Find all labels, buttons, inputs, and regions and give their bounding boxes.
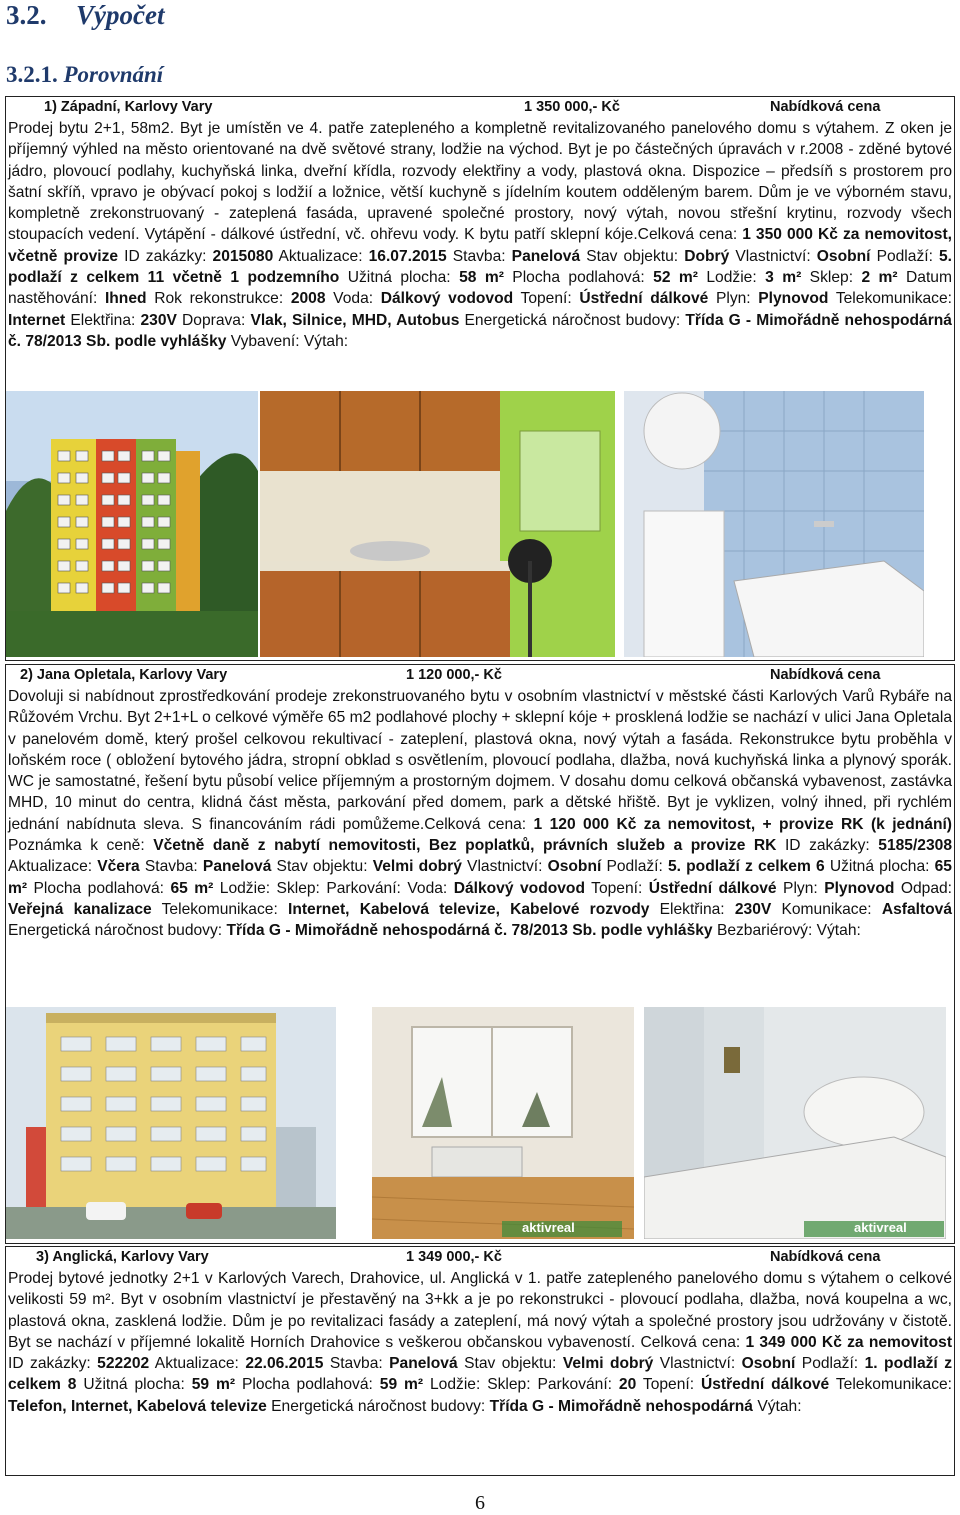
body-text: Doprava: [176,311,251,329]
value-text: 65 m² [8,858,952,897]
listing-price-type: Nabídková cena [770,1249,881,1265]
value-text: Panelová [511,247,581,265]
body-text: Telekomunikace: [828,290,952,308]
value-text: Třída G - Mimořádně nehospodárná č. 78/2013 Sb. podle vyhlášky [226,922,713,940]
body-text: Prodej bytu 2+1, 58m2. Byt je umístěn ve 4. patře zatepleného a kompletně revitalizovaného panelového domu s výtahem. Z oken je příjemný výhled na město orientované na dvě světové strany, lodžie na východ. Byt je po částečných úpravách v r.2008 - zděné bytové jádro, plovoucí podlahy, kuchyňská linka, dveřní křídla, rozvody elektřiny a vody, plastová okna. Dispozice – předsíň s prostorem pro šatní skříň, vpravo je obývací pokoj s lodžií a ložnice, větší kuchyně s jídelním koutem odděleným barem. Dům je ve výborném stavu, kompletně zrekonstruovaný - zateplená fasáda, upravené společné prostory, nový výtah, novou střešní krytinu, rozvody všech stoupacích vedení. Vytápění - dálkové ústřední, vč. ohřevu vody. K bytu patří sklepní kóje.Celková cena: [8,120,952,244]
body-text: Stav objektu: [580,247,685,265]
value-text: Veřejná kanalizace [8,900,152,918]
body-text: Stav objektu: [271,858,373,876]
body-text: Plocha podlahová: [235,1376,380,1394]
body-text: Užitná plocha: [339,269,460,287]
value-text: Včera [97,858,140,876]
body-text: Elektřina: [649,900,735,918]
body-text: Plyn: [708,290,759,308]
body-text: Datum nastěhování: [8,269,952,308]
body-text: Topení: [584,879,649,897]
photo-bathroom [644,1007,946,1239]
listing-description [8,118,952,352]
body-text: Telekomunikace: [829,1376,953,1394]
page-number: 6 [475,1492,485,1514]
body-text: Topení: [513,290,580,308]
value-text: 5. podlaží z celkem 6 [667,858,825,876]
body-text: Lodžie: Sklep: Parkování: Voda: [213,879,454,897]
body-text: Stavba: [139,858,203,876]
value-text: 52 m² [653,269,698,287]
listing-description [8,686,952,942]
listing-header [6,1247,954,1267]
value-text: Velmi dobrý [562,1355,654,1373]
value-text: Ústřední dálkové [579,290,709,308]
value-text: 22.06.2015 [245,1355,324,1373]
value-text: Ústřední dálkové [700,1376,830,1394]
body-text: Dovoluji si nabídnout zprostředkování prodeje zrekonstruovaného bytu v osobním vlastnictví v městské části Karlových Varů Rybáře na Růžovém Vrchu. Byt 2+1+L o celkové výměře 65 m2 podlahové plochy + sklepní kóje + prosklená lodžie se nachází v ulici Jana Opletala v panelovém domě, který prošel celkovou rekultivací - zateplení, plastová okna, nový výtah a fasáda. Rekonstrukce bytu proběhla v loňském roce ( obložení bytového jádra, stropní obklad s osvětlením, plovoucí podlaha, dlažba, nová kuchyňská linka a plynový sporák. WC je samostatné, řešení bytu působí velice příjemným a prostorným dojmem. V dosahu domu celková občanská vybavenost, zastávka MHD, 10 minut do centra, klidná část města, parkování před domem, park a dětské hřiště. Byt je vyklizen, volný ihned, při rychlém jednání nabídnuta sleva. S financováním rádi pomůžeme.Celková cena: [8,688,952,833]
body-text: Plocha podlahová: [503,269,654,287]
value-text: Panelová [389,1355,458,1373]
value-text: 20 [618,1376,637,1394]
value-text: 65 m² [170,879,214,897]
body-text: Topení: [636,1376,701,1394]
value-text: 2015080 [212,247,274,265]
body-text: Odpad: [894,879,952,897]
photo-watermark: aktivreal [522,1220,575,1235]
value-text: Ihned [104,290,147,308]
listing-3 [5,1246,955,1476]
value-text: Internet, Kabelová televize, Kabelové rozvody [287,900,650,918]
body-text: Výtah: [752,1397,802,1415]
listing-2 [5,664,955,1244]
body-text: Vlastnictví: [729,247,817,265]
value-text: 59 m² [191,1376,236,1394]
value-text: Telefon, Internet, Kabelová televize [8,1397,267,1415]
body-text: Prodej bytové jednotky 2+1 v Karlových Varech, Drahovice, ul. Anglická v 1. patře zatepleného panelového domu s výtahem o celkové velikosti 59 m². Byt v osobním vlastnictví je přestavěný na 3+kk a je po rekonstrukci - plovoucí podlaha, dlažba, nová koupelna a wc, plastová okna, zasklená lodžie. Dům je po revitalizaci fasády a zateplení, má nový výtah a společné prostory jsou udržovány v čistotě. Byt se nachází v příjemné lokalitě Horních Drahovice s veškerou občanskou vybaveností. Celková cena: [8,1270,952,1351]
value-text: 3 m² [765,269,802,287]
value-text: Ústřední dálkové [648,879,777,897]
body-text: Energetická náročnost budovy: [266,1397,490,1415]
value-text: Vlak, Silnice, MHD, Autobus [250,311,460,329]
section-heading: 3.2. Výpočet [6,0,165,30]
value-text: Dálkový vodovod [380,290,514,308]
body-text: Elektřina: [65,311,141,329]
body-text: Lodžie: [697,269,766,287]
photo-watermark: aktivreal [854,1220,907,1235]
value-text: Dobrý [684,247,730,265]
listing-price-type: Nabídková cena [770,667,881,683]
body-text: Lodžie: Sklep: Parkování: [423,1376,619,1394]
body-text: Stav objektu: [457,1355,563,1373]
subsection-heading: 3.2.1. Porovnání [6,62,164,87]
value-text: 58 m² [459,269,504,287]
photo-bathroom [624,391,924,657]
listing-title: 3) Anglická, Karlovy Vary [36,1249,209,1265]
body-text: Užitná plocha: [76,1376,192,1394]
body-text: Vlastnictví: [461,858,548,876]
listing-description [8,1268,952,1417]
listing-header [6,97,954,117]
body-text: Voda: [325,290,381,308]
value-text: Panelová [202,858,272,876]
value-text: Osobní [741,1355,796,1373]
listing-price: 1 350 000,- Kč [524,99,620,115]
listing-1 [5,96,955,661]
value-text: Včetně daně z nabytí nemovitosti, Bez poplatků, právních služeb a provize RK [153,837,777,855]
body-text: Podlaží: [795,1355,865,1373]
listing-title: 1) Západní, Karlovy Vary [44,99,213,115]
body-text: Energetická náročnost budovy: [8,922,227,940]
body-text: Užitná plocha: [824,858,935,876]
value-text: 2008 [290,290,326,308]
body-text: Podlaží: [601,858,668,876]
value-text: 5185/2308 [878,837,952,855]
body-text: Energetická náročnost budovy: [459,311,686,329]
body-text: Poznámka k ceně: [8,837,154,855]
value-text: 230V [734,900,772,918]
photo-building [6,391,258,657]
body-text: Rok rekonstrukce: [146,290,291,308]
body-text: Sklep: [801,269,862,287]
listing-price: 1 349 000,- Kč [406,1249,502,1265]
body-text: ID zakázky: [8,1355,98,1373]
photo-kitchen [260,391,615,657]
body-text: Stavba: [446,247,512,265]
body-text: Vybavení: Výtah: [226,332,349,350]
value-text: Internet [8,311,66,329]
listing-price-type: Nabídková cena [770,99,881,115]
body-text: ID zakázky: [118,247,213,265]
body-text: Plocha podlahová: [27,879,171,897]
value-text: Třída G - Mimořádně nehospodárná [489,1397,753,1415]
value-text: 522202 [97,1355,150,1373]
body-text: Komunikace: [771,900,882,918]
value-text: 1 120 000 Kč za nemovitost, + provize RK (k jednání) [533,815,952,833]
body-text: Podlaží: [870,247,939,265]
value-text: Velmi dobrý [372,858,462,876]
body-text: Aktualizace: [149,1355,246,1373]
body-text: Aktualizace: [8,858,98,876]
value-text: 1 350 000 Kč za nemovitost, včetně provize [8,226,952,265]
value-text: Plynovod [824,879,895,897]
value-text: Asfaltová [881,900,953,918]
value-text: 16.07.2015 [368,247,447,265]
body-text: Plyn: [776,879,825,897]
photo-room [372,1007,634,1239]
value-text: Třída G - Mimořádně nehospodárná č. 78/2013 Sb. podle vyhlášky [8,311,952,350]
listing-title: 2) Jana Opletala, Karlovy Vary [20,667,228,683]
value-text: 1. podlaží z celkem 8 [8,1355,953,1394]
listing-price: 1 120 000,- Kč [406,667,502,683]
value-text: Plynovod [758,290,829,308]
value-text: Dálkový vodovod [453,879,585,897]
value-text: 1 349 000 Kč za nemovitost [745,1333,953,1351]
body-text: Aktualizace: [273,247,369,265]
value-text: 5. podlaží z celkem 11 včetně 1 podzemního [8,247,952,287]
value-text: 59 m² [379,1376,424,1394]
photo-building [6,1007,336,1239]
value-text: 2 m² [861,269,898,287]
value-text: Osobní [816,247,871,265]
body-text: Stavba: [323,1355,390,1373]
value-text: Osobní [547,858,602,876]
body-text: Bezbariérový: Výtah: [712,922,861,940]
listing-header [6,665,954,685]
body-text: ID zakázky: [776,837,879,855]
body-text: Telekomunikace: [151,900,288,918]
body-text: Vlastnictví: [653,1355,742,1373]
value-text: 230V [140,311,177,329]
